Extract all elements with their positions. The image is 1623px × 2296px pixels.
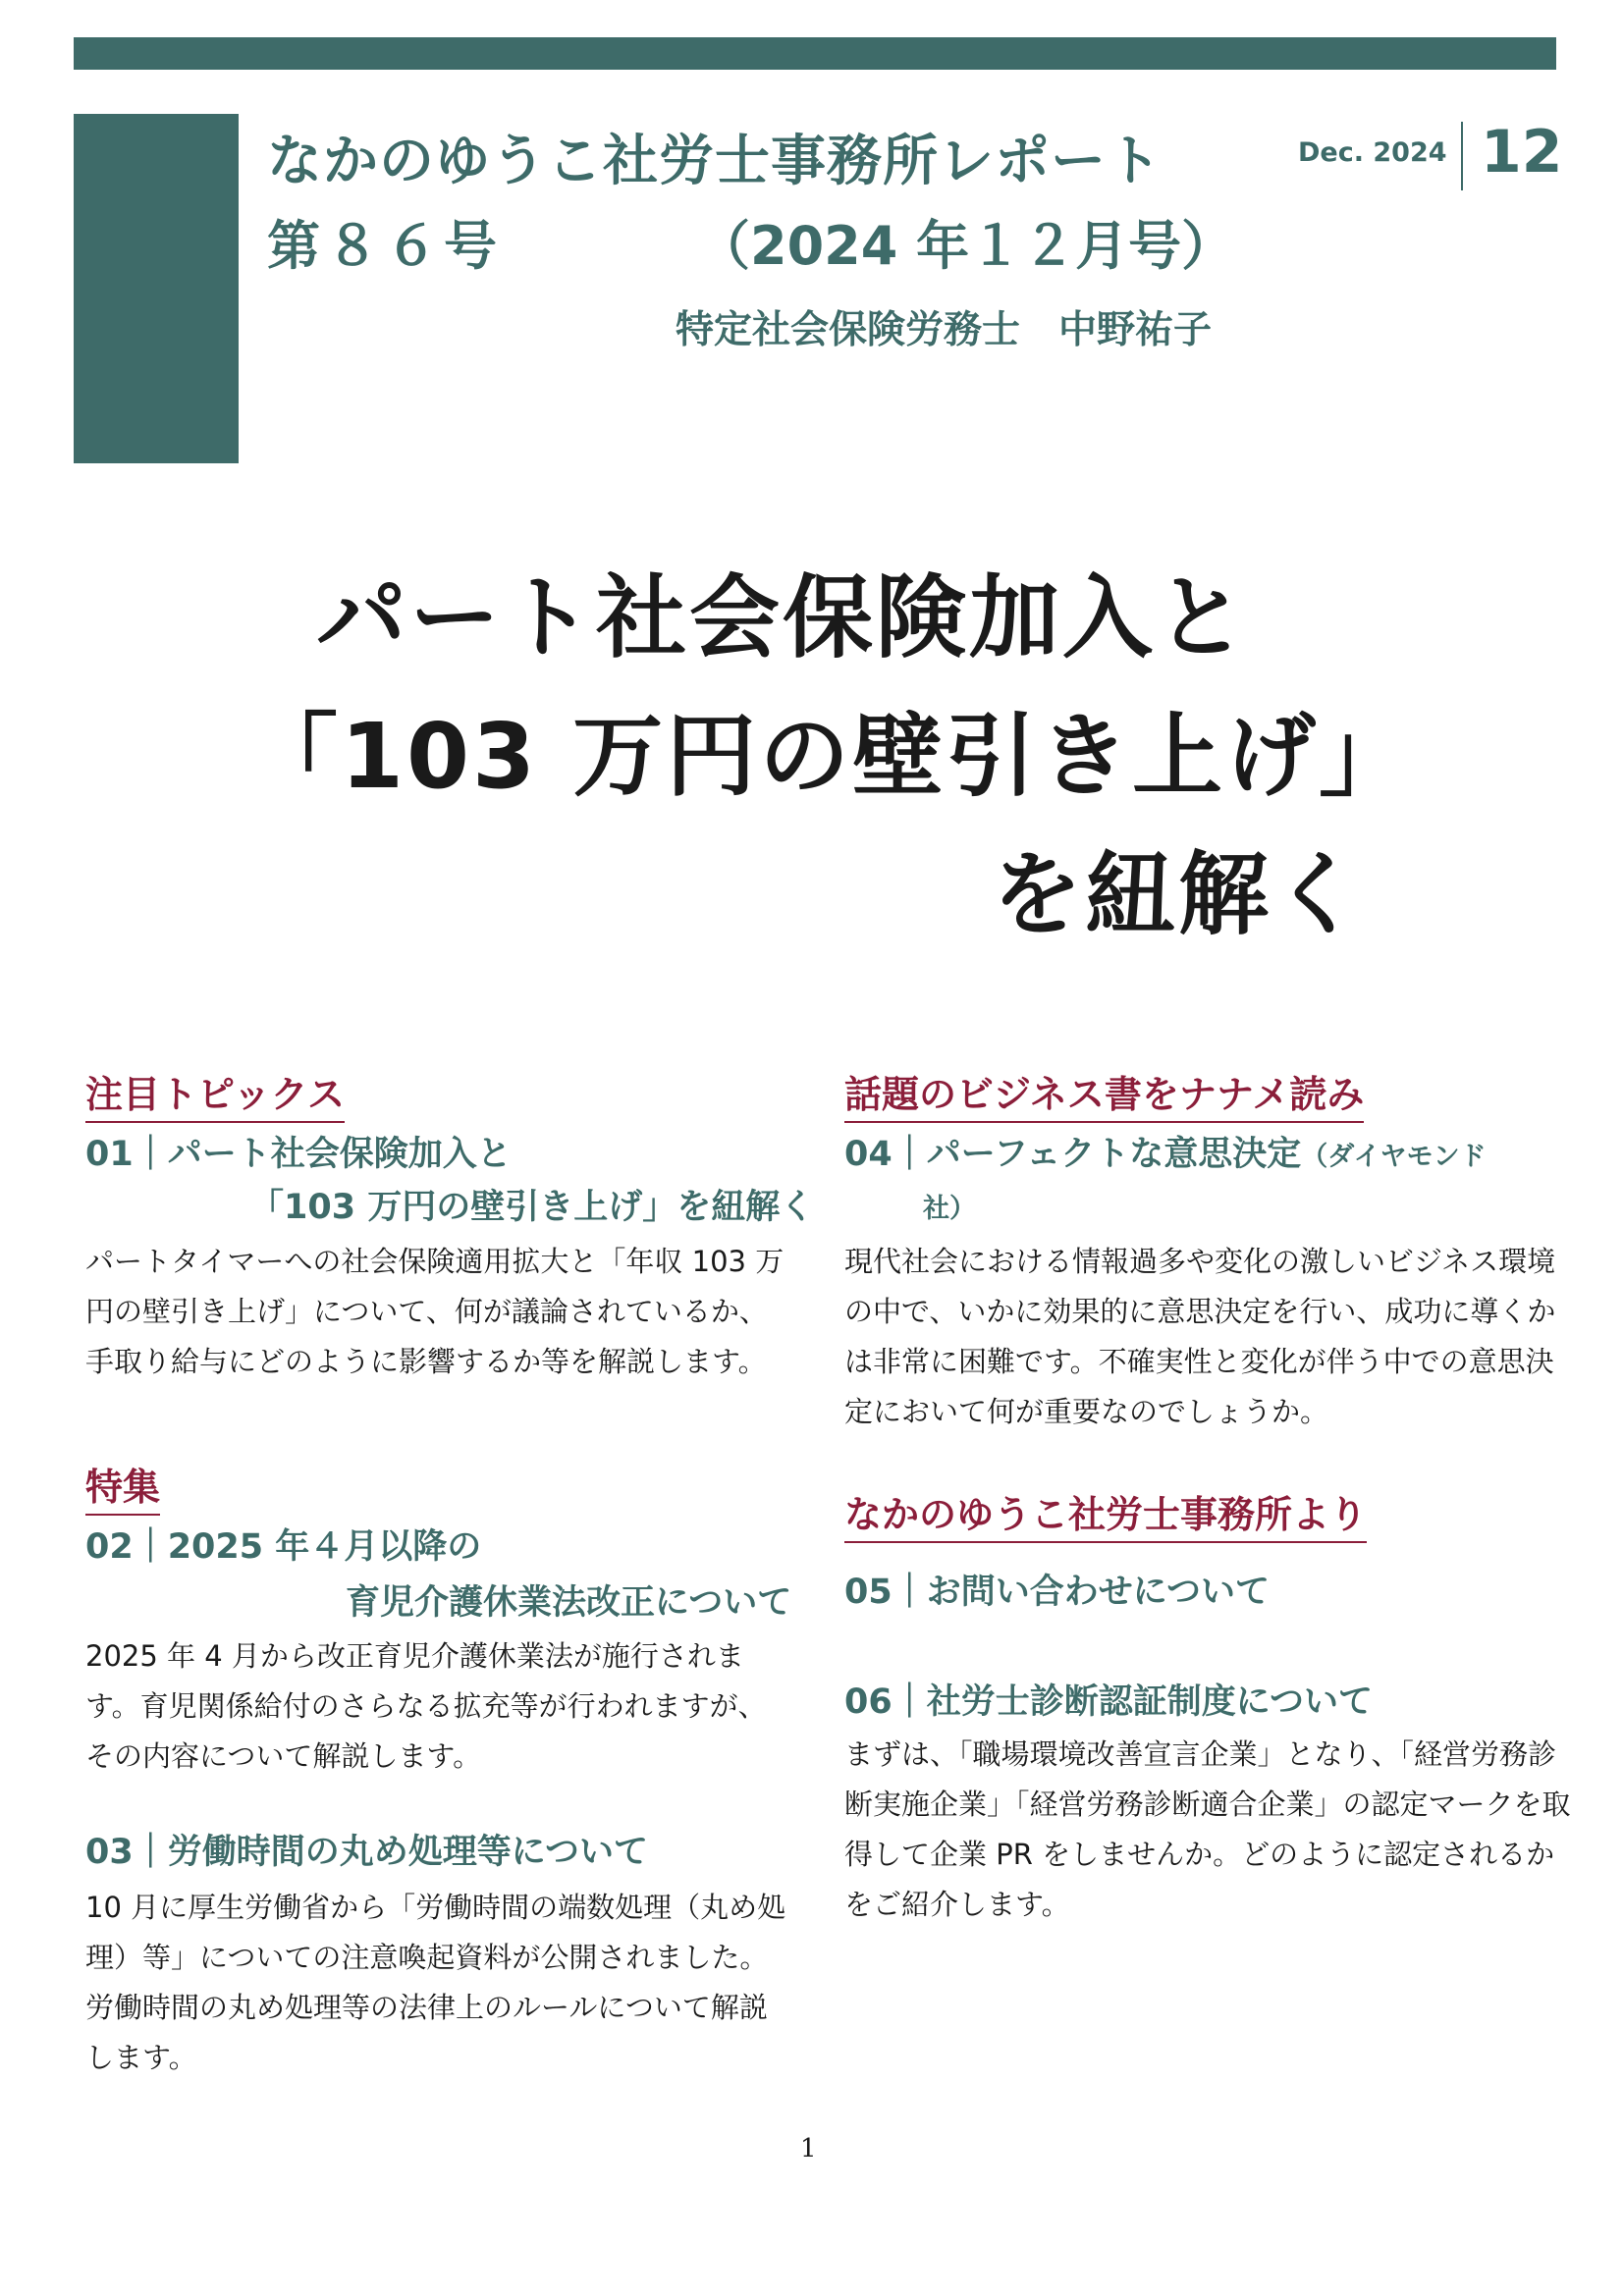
header-top-bar <box>74 37 1556 70</box>
item-02-title-line-1: 02｜2025 年４月以降の <box>85 1527 482 1567</box>
headline-line-2: 「103 万円の壁引き上げ」 <box>247 704 1413 809</box>
item-01-title-line-2: 「103 万円の壁引き上げ」を紐解く <box>249 1188 815 1227</box>
item-01-title-line-1: 01｜パート社会保険加入と <box>85 1135 512 1174</box>
item-05-title: 05｜お問い合わせについて <box>844 1573 1271 1612</box>
issue-number: 第８６号 <box>267 215 503 277</box>
author-name: 特定社会保険労務士 中野祐子 <box>676 308 1213 352</box>
item-04-title-text: 04｜パーフェクトな意思決定 <box>844 1135 1302 1174</box>
header-divider <box>1461 122 1463 190</box>
issue-month: （2024 年１２月号） <box>697 215 1235 277</box>
item-03-description: 10 月に厚生労働省から「労働時間の端数処理（丸め処理）等」についての注意喚起資料が公開されました。労働時間の丸め処理等の法律上のルールについて解説します。 <box>85 1891 786 2074</box>
page-number: 1 <box>800 2134 817 2163</box>
item-06-title: 06｜社労士診断認証制度について <box>844 1682 1374 1722</box>
item-02-title-line-2: 育児介護休業法改正について <box>346 1583 792 1623</box>
item-04-title <box>844 1134 1487 1175</box>
item-06-description: まずは、「職場環境改善宣言企業」となり、「経営労務診断実施企業」「経営労務診断適合企業」の認定マークを取得して企業 PR をしませんか。どのように認定されるかをご紹介します。 <box>844 1737 1571 1921</box>
section-heading-topics: 注目トピックス <box>85 1074 345 1123</box>
item-04-publisher: （ダイヤモンド <box>1301 1142 1487 1172</box>
item-04-description: 現代社会における情報過多や変化の激しいビジネス環境の中で、いかに効果的に意思決定を行い、成功に導くかは非常に困難です。不確実性と変化が伴う中での意思決定において何が重要なのでしょうか。 <box>844 1245 1556 1428</box>
headline-line-3: を紐解く <box>992 842 1366 947</box>
item-01-description: パートタイマーへの社会保険適用拡大と「年収 103 万円の壁引き上げ」について、何が議論されているか、手取り給与にどのように影響するか等を解説します。 <box>85 1245 784 1378</box>
header-side-block <box>74 114 239 463</box>
date-label: Dec. 2024 <box>1298 137 1447 168</box>
month-number: 12 <box>1481 118 1563 187</box>
section-heading-feature: 特集 <box>85 1467 160 1516</box>
section-heading-office-news: なかのゆうこ社労士事務所より <box>844 1494 1367 1543</box>
report-title: なかのゆうこ社労士事務所レポート <box>267 130 1163 193</box>
headline-line-1: パート社会保険加入と <box>316 565 1250 670</box>
section-heading-business-books: 話題のビジネス書をナナメ読み <box>844 1074 1364 1123</box>
item-04-publisher-continued: 社） <box>923 1194 976 1224</box>
item-02-description: 2025 年 4 月から改正育児介護休業法が施行されます。育児関係給付のさらなる拡充等が行われますが、その内容について解説します。 <box>85 1639 767 1773</box>
item-03-title: 03｜労働時間の丸め処理等について <box>85 1833 649 1872</box>
